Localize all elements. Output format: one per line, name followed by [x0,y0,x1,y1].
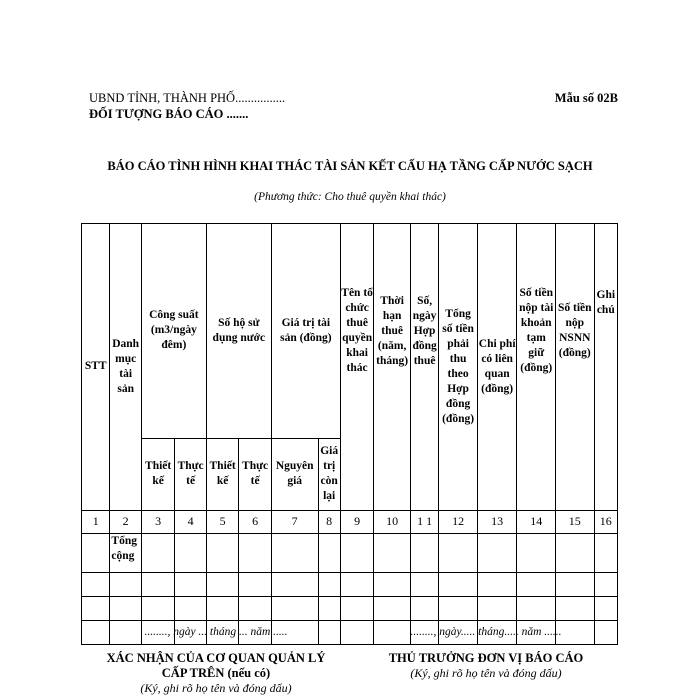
table-row [82,596,618,620]
col-number: 10 [374,510,411,533]
header-gia-tri: Giá trị tài sản (đồng) [271,224,340,439]
header-so-ho: Số hộ sử dụng nước [206,224,271,439]
signature-left-date: ........, ngày ... tháng ... năm ..... [144,626,288,638]
header-ghi-chu: Ghi chú [594,224,617,439]
report-table [81,223,618,645]
sub-gia-tri-con-lai: Giá trị còn lại [318,438,340,510]
sub-thuc-te-2: Thực tế [239,438,271,510]
header-tong-so-tien: Tổng số tiền phải thu theo Hợp đồng (đồng) [439,224,478,511]
col-number: 15 [556,510,595,533]
col-number: 12 [439,510,478,533]
col-number: 4 [175,510,206,533]
col-number: 8 [318,510,340,533]
col-number: 14 [517,510,556,533]
header-so-tien-nsnn: Số tiền nộp NSNN (đồng) [556,224,595,439]
form-number: Mẫu số 02B [554,91,618,105]
sub-nguyen-gia: Nguyên giá [271,438,318,510]
col-number: 7 [271,510,318,533]
header-cong-suat: Công suất (m3/ngày đêm) [141,224,206,439]
sub-thiet-ke-2: Thiết kế [206,438,238,510]
header-stt: STT [82,224,110,511]
agency-line-2: ĐỐI TƯỢNG BÁO CÁO ....... [89,107,249,121]
col-number: 1 1 [410,510,438,533]
col-number: 13 [477,510,517,533]
sub-thuc-te-1: Thực tế [175,438,206,510]
report-subtitle: (Phương thức: Cho thuê quyền khai thác) [254,191,446,203]
col-number: 9 [340,510,374,533]
col-number: 5 [206,510,238,533]
header-so-ngay: Số, ngày Hợp đồng thuê [410,224,438,439]
total-label: Tổng cộng [110,533,141,572]
col-number: 6 [239,510,271,533]
header-ten-to-chuc: Tên tổ chức thuê quyền khai thác [340,224,374,439]
header-danh-muc: Danh mục tài sản [110,224,141,511]
signature-left-title-1: XÁC NHẬN CỦA CƠ QUAN QUẢN LÝ [106,651,326,665]
signature-left-note: (Ký, ghi rõ họ tên và đóng dấu) [140,681,292,695]
report-title: BÁO CÁO TÌNH HÌNH KHAI THÁC TÀI SẢN KẾT CẤU HẠ TẦNG CẤP NƯỚC SẠCH [107,159,593,173]
header-chi-phi: Chi phí có liên quan (đồng) [477,224,517,511]
signature-right-date: ........, ngày..... tháng..... năm ...... [410,626,562,638]
header-so-tien-tam-giu: Số tiền nộp tài khoản tạm giữ (đồng) [517,224,556,439]
table-row [82,572,618,596]
signature-right-title: THỦ TRƯỞNG ĐƠN VỊ BÁO CÁO [388,651,584,665]
header-thoi-han: Thời hạn thuê (năm, tháng) [374,224,411,439]
col-number: 16 [594,510,617,533]
total-row [82,533,618,572]
col-number: 1 [82,510,110,533]
signature-right [370,626,602,681]
signature-right-note: (Ký, ghi rõ họ tên và đóng dấu) [410,666,562,680]
agency-line-1: UBND TỈNH, THÀNH PHỐ................ [89,91,286,105]
signature-left-title-2: CẤP TRÊN (nếu có) [161,666,271,680]
sub-thiet-ke-1: Thiết kế [141,438,175,510]
col-number: 3 [141,510,175,533]
col-number: 2 [110,510,141,533]
signature-left [96,626,336,696]
